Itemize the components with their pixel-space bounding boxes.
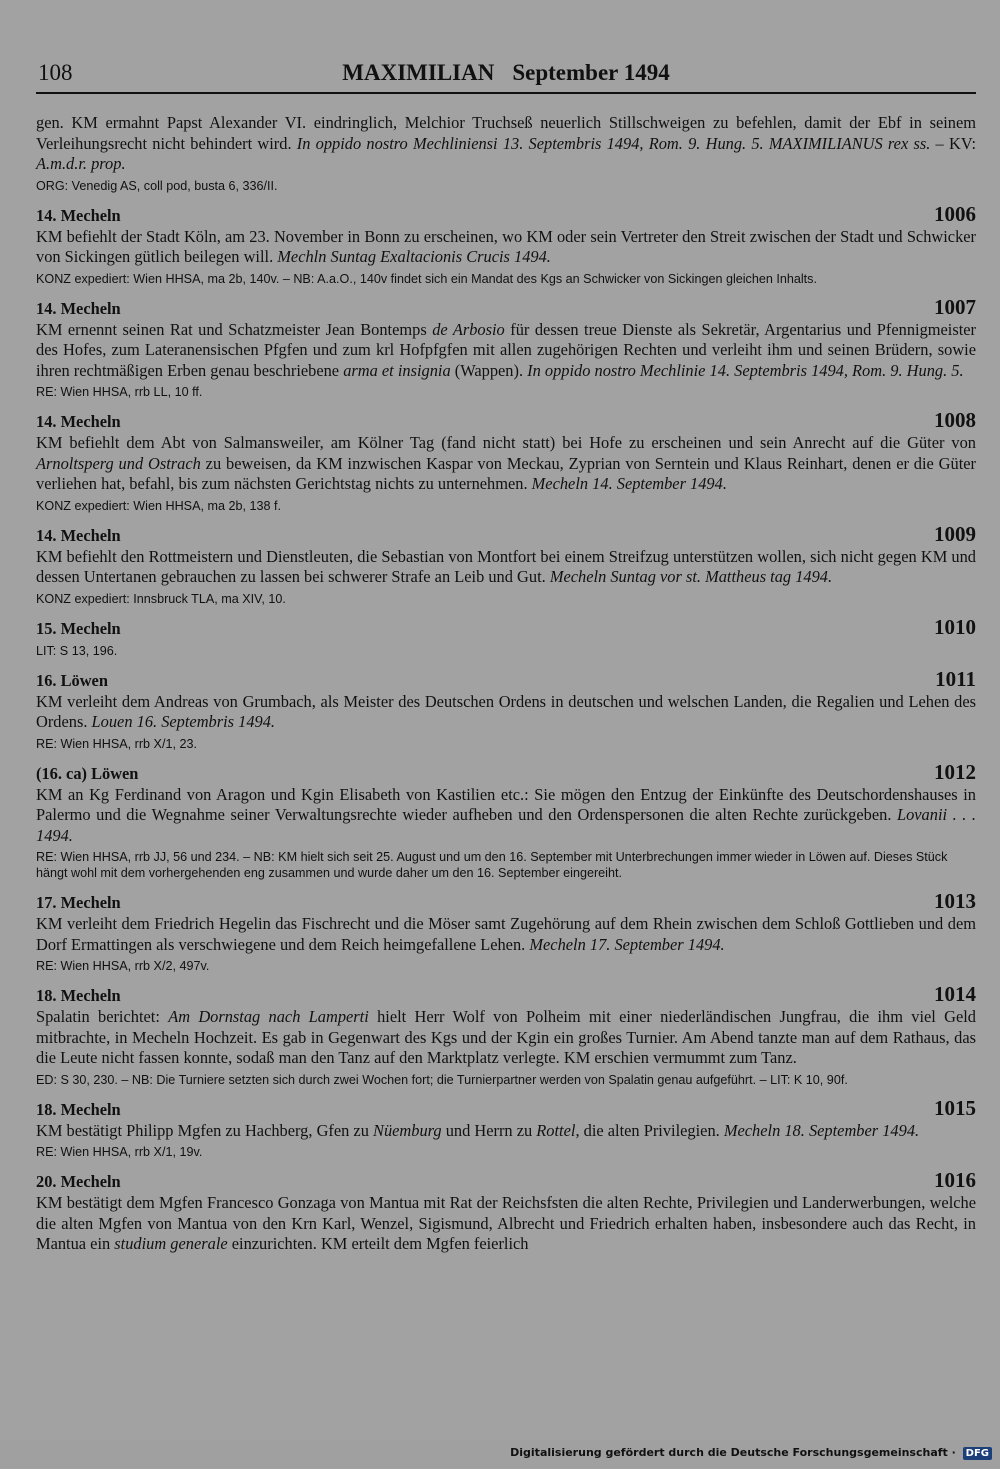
entry-body: [36, 227, 976, 268]
entry-note: RE: Wien HHSA, rrb X/2, 497v.: [36, 959, 210, 973]
entry-header: [36, 982, 976, 1007]
entry-note: LIT: S 13, 196.: [36, 643, 118, 658]
entry-body-italic: Lovanii . . . 1494.: [36, 805, 977, 845]
entry-number: 1010: [934, 614, 976, 639]
dfg-logo-icon: DFG: [963, 1447, 992, 1460]
header-rule: [36, 92, 976, 94]
entry-body-text: einzurichten. KM erteilt dem Mgfen feierlich: [227, 1234, 529, 1253]
entry-body-text: KM an Kg Ferdinand von Aragon und Kgin Elisabeth von Kastilien etc.: Sie mögen den Entzug der Einkünfte des Deutschordenshauses in Palermo und die Wegnahme seiner Verwaltungsrechte wieder aufheben und den Ordenspersonen die alten Rechte zurückgeben.: [36, 784, 976, 824]
entry-body-text: hielt Herr Wolf von Polheim mit einer niederländischen Jungfrau, die ihm viel Geld mitbrachte, in Mecheln Hochzeit. Es gab in Gegenwart des Kgs und der Kgin ein großes Turnier. Am Abend tanzte man auf dem Rathaus, das die Leute nicht fassen konnte, sodaß man den Tanz auf den Marktplatz verlegte. KM erschien vermummt zum Tanz.: [36, 1007, 976, 1067]
entry-number: 1008: [934, 408, 976, 432]
entry-header: [36, 408, 976, 433]
entry-note: KONZ expediert: Wien HHSA, ma 2b, 138 f.: [36, 498, 281, 513]
entry-header: [36, 666, 976, 692]
intro-text: [36, 113, 976, 175]
entry-body: [36, 547, 976, 588]
entry-body-italic: In oppido nostro Mechlinie 14. Septembris 1494, Rom. 9. Hung. 5.: [527, 360, 964, 380]
entry-note: RE: Wien HHSA, rrb X/1, 23.: [36, 736, 197, 751]
entry-number: 1012: [934, 759, 976, 784]
entry-body: [36, 1193, 976, 1255]
entry-body: [36, 914, 976, 955]
entry-body-italic: Mecheln 17. September 1494.: [529, 934, 725, 954]
entry-header: [36, 1168, 976, 1193]
entry-1008: [36, 408, 976, 514]
entry-body: [36, 433, 976, 495]
intro-text-1: gen. KM ermahnt Papst Alexander VI. eindringlich, Melchior Truchseß neuerlich Stillschweigen zu befehlen, damit der Ebf in seinem Verleihungsrecht nicht behindert wird.: [36, 113, 976, 153]
entry-1016: [36, 1168, 976, 1255]
entry-body-italic: arma et insignia: [343, 360, 451, 380]
entry-body-text: KM bestätigt Philipp Mgfen zu Hachberg, Gfen zu: [36, 1120, 374, 1140]
entry-body-text: KM verleiht dem Andreas von Grumbach, als Meister des Deutschen Ordens in deutschen und welschen Landen, die Regalien und Lehen des Ordens.: [36, 691, 976, 731]
entry-header: [36, 1095, 976, 1121]
running-title: [36, 60, 976, 86]
running-title-name: MAXIMILIAN: [342, 60, 495, 85]
entry-number: 1011: [935, 666, 976, 691]
entry-date: 17. Mecheln: [36, 893, 121, 912]
entry-note: ED: S 30, 230. – NB: Die Turniere setzten sich durch zwei Wochen fort; die Turnierpartner werden von Spalatin genau aufgeführt. – LIT: K 10, 90f.: [36, 1072, 848, 1087]
entry-body: [36, 1121, 976, 1142]
entry-body-text: Spalatin berichtet:: [36, 1007, 169, 1026]
page-footer: Digitalisierung gefördert durch die Deutsche Forschungsgemeinschaft · DFG: [510, 1446, 992, 1460]
entry-body-text: KM befiehlt dem Abt von Salmansweiler, am Kölner Tag (fand nicht statt) bei Hofe zu erscheinen und sein Anrecht auf die Güter von: [36, 433, 976, 452]
entry-body-text: KM verleiht dem Friedrich Hegelin das Fischrecht und die Möser samt Zugehörung auf dem Rhein zwischen dem Schloß Gottlieben und dem Dorf Ermattingen als verschwiegene und dem Reich heimgefallene Lehen.: [36, 914, 976, 954]
entry-date: 14. Mecheln: [36, 298, 121, 318]
entry-body-italic: Mechln Suntag Exaltacionis Crucis 1494.: [277, 247, 551, 266]
entry-1015: [36, 1095, 976, 1161]
entry-body-italic: Rottel: [536, 1120, 576, 1140]
entry-body-italic: de Arbosio: [432, 319, 505, 339]
entry-body-text: KM befiehlt den Rottmeistern und Dienstleuten, die Sebastian von Montfort bei einem Streifzug unterstützen wollen, sich nicht gegen KM und dessen Untertanen gebrauchen zu lassen bei schwerer Strafe an Leib und Gut.: [36, 546, 976, 586]
entry-body-text: KM ernennt seinen Rat und Schatzmeister Jean Bontemps: [36, 319, 433, 339]
entry-date: 15. Mecheln: [36, 618, 121, 638]
entry-note: KONZ expediert: Innsbruck TLA, ma XIV, 10.: [36, 591, 286, 606]
entry-body-text: zu beweisen, da KM inzwischen Kaspar von Meckau, Zyprian von Serntein und Klaus Reinhart, denen er die Güter verliehen hat, befahl, bis zum nächsten Gerichtstag nichts zu unternehmen.: [36, 453, 976, 493]
running-title-date: September 1494: [512, 60, 670, 85]
entry-date: 14. Mecheln: [36, 412, 121, 431]
entry-1011: [36, 666, 976, 752]
entry-date: 20. Mecheln: [36, 1172, 121, 1191]
entry-note: RE: Wien HHSA, rrb X/1, 19v.: [36, 1145, 203, 1159]
page-header: [36, 60, 976, 92]
entry-body-text: KM befiehlt der Stadt Köln, am 23. November in Bonn zu erscheinen, wo KM oder sein Vertreter den Streit zwischen der Stadt und Schwicker von Sickingen gütlich beilegen will.: [36, 226, 976, 266]
entry-header: [36, 201, 976, 227]
entry-body-italic: Arnoltsperg und Ostrach: [36, 453, 201, 473]
entry-1006: [36, 201, 976, 287]
intro-note: ORG: Venedig AS, coll pod, busta 6, 336/II.: [36, 178, 278, 193]
entry-header: [36, 889, 976, 914]
entry-1007: [36, 294, 977, 401]
intro-text-2: In oppido nostro Mechliniensi 13. Septembris 1494, Rom. 9. Hung. 5. MAXIMILIANUS rex ss.: [296, 133, 931, 153]
page-content: [36, 113, 976, 1255]
entry-date: 18. Mecheln: [36, 986, 121, 1005]
entry-body: [36, 1007, 976, 1069]
entry-body: [36, 320, 976, 382]
entry-body-italic: Mecheln Suntag vor st. Mattheus tag 1494.: [549, 567, 833, 586]
page-number: 108: [38, 60, 73, 85]
entry-header: [36, 614, 976, 640]
entry-header: [36, 521, 976, 547]
intro-text-4: A.m.d.r. prop.: [36, 154, 126, 173]
entry-body-italic: studium generale: [114, 1234, 228, 1253]
entry-body-italic: Nüemburg: [373, 1120, 442, 1140]
entry-number: 1013: [934, 889, 976, 913]
entry-body-italic: Louen 16. Septembris 1494.: [91, 712, 276, 731]
entry-body: [36, 785, 976, 847]
entry-body: [36, 692, 976, 733]
entry-date: (16. ca) Löwen: [36, 763, 139, 783]
entry-number: 1015: [934, 1095, 976, 1120]
entry-body-text: und Herrn zu: [441, 1120, 537, 1140]
entry-number: 1016: [934, 1168, 976, 1192]
entry-body-text: (Wappen).: [450, 360, 528, 380]
footer-text: Digitalisierung gefördert durch die Deutsche Forschungsgemeinschaft: [510, 1446, 948, 1459]
entry-1014: [36, 982, 976, 1088]
intro-text-3: – KV:: [930, 133, 976, 153]
entry-number: 1006: [934, 201, 976, 226]
entry-note: RE: Wien HHSA, rrb JJ, 56 und 234. – NB: KM hielt sich seit 25. August und um den 16. September mit Unterbrechungen immer wieder in Löwen auf. Dieses Stück hängt wohl mit dem vorhergehenden eng zusammen und wurde daher um den 16. September eingereiht.: [36, 850, 948, 880]
entry-header: [36, 294, 976, 320]
entry-1012: [36, 759, 977, 882]
entry-note: RE: Wien HHSA, rrb LL, 10 ff.: [36, 385, 203, 399]
entry-1010: [36, 614, 976, 659]
entry-header: [36, 759, 976, 785]
entry-date: 14. Mecheln: [36, 525, 121, 545]
entry-1013: [36, 889, 976, 974]
entry-body-italic: Am Dornstag nach Lamperti: [168, 1007, 369, 1026]
entry-body-italic: Mecheln 18. September 1494.: [723, 1120, 920, 1140]
entry-body-text: KM bestätigt dem Mgfen Francesco Gonzaga von Mantua mit Rat der Reichsfsten die alten Rechte, Privilegien und Landerwerbungen, welche die alten Mgfen von Mantua von den Krn Karl, Wenzel, Sigismund, Albrecht und Friedrich erhalten haben, insbesondere auch das Recht, in Mantua ein: [36, 1193, 976, 1253]
intro-continuation: [36, 113, 976, 194]
entry-date: 18. Mecheln: [36, 1099, 121, 1119]
entry-number: 1014: [934, 982, 976, 1006]
entry-note: KONZ expediert: Wien HHSA, ma 2b, 140v. – NB: A.a.O., 140v findet sich ein Mandat des Kgs an Schwicker von Sickingen gleichen Inhalts.: [36, 271, 817, 286]
entry-1009: [36, 521, 976, 607]
entry-body-italic: Mecheln 14. September 1494.: [531, 474, 727, 493]
entry-number: 1007: [934, 294, 976, 319]
entry-number: 1009: [934, 521, 976, 546]
entry-date: 14. Mecheln: [36, 205, 121, 225]
entry-body-text: für dessen treue Dienste als Sekretär, Argentarius und Pfennigmeister des Hofes, zum Lateranensischen Pfgfen und zum krl Hofpfgfen mit allen zugehörigen Rechten und verleiht ihm und seinen Brüdern, sowie ihren rechtmäßigen Erben genau beschriebene: [36, 319, 977, 380]
entry-date: 16. Löwen: [36, 670, 108, 690]
entry-body-text: , die alten Privilegien.: [575, 1120, 724, 1140]
